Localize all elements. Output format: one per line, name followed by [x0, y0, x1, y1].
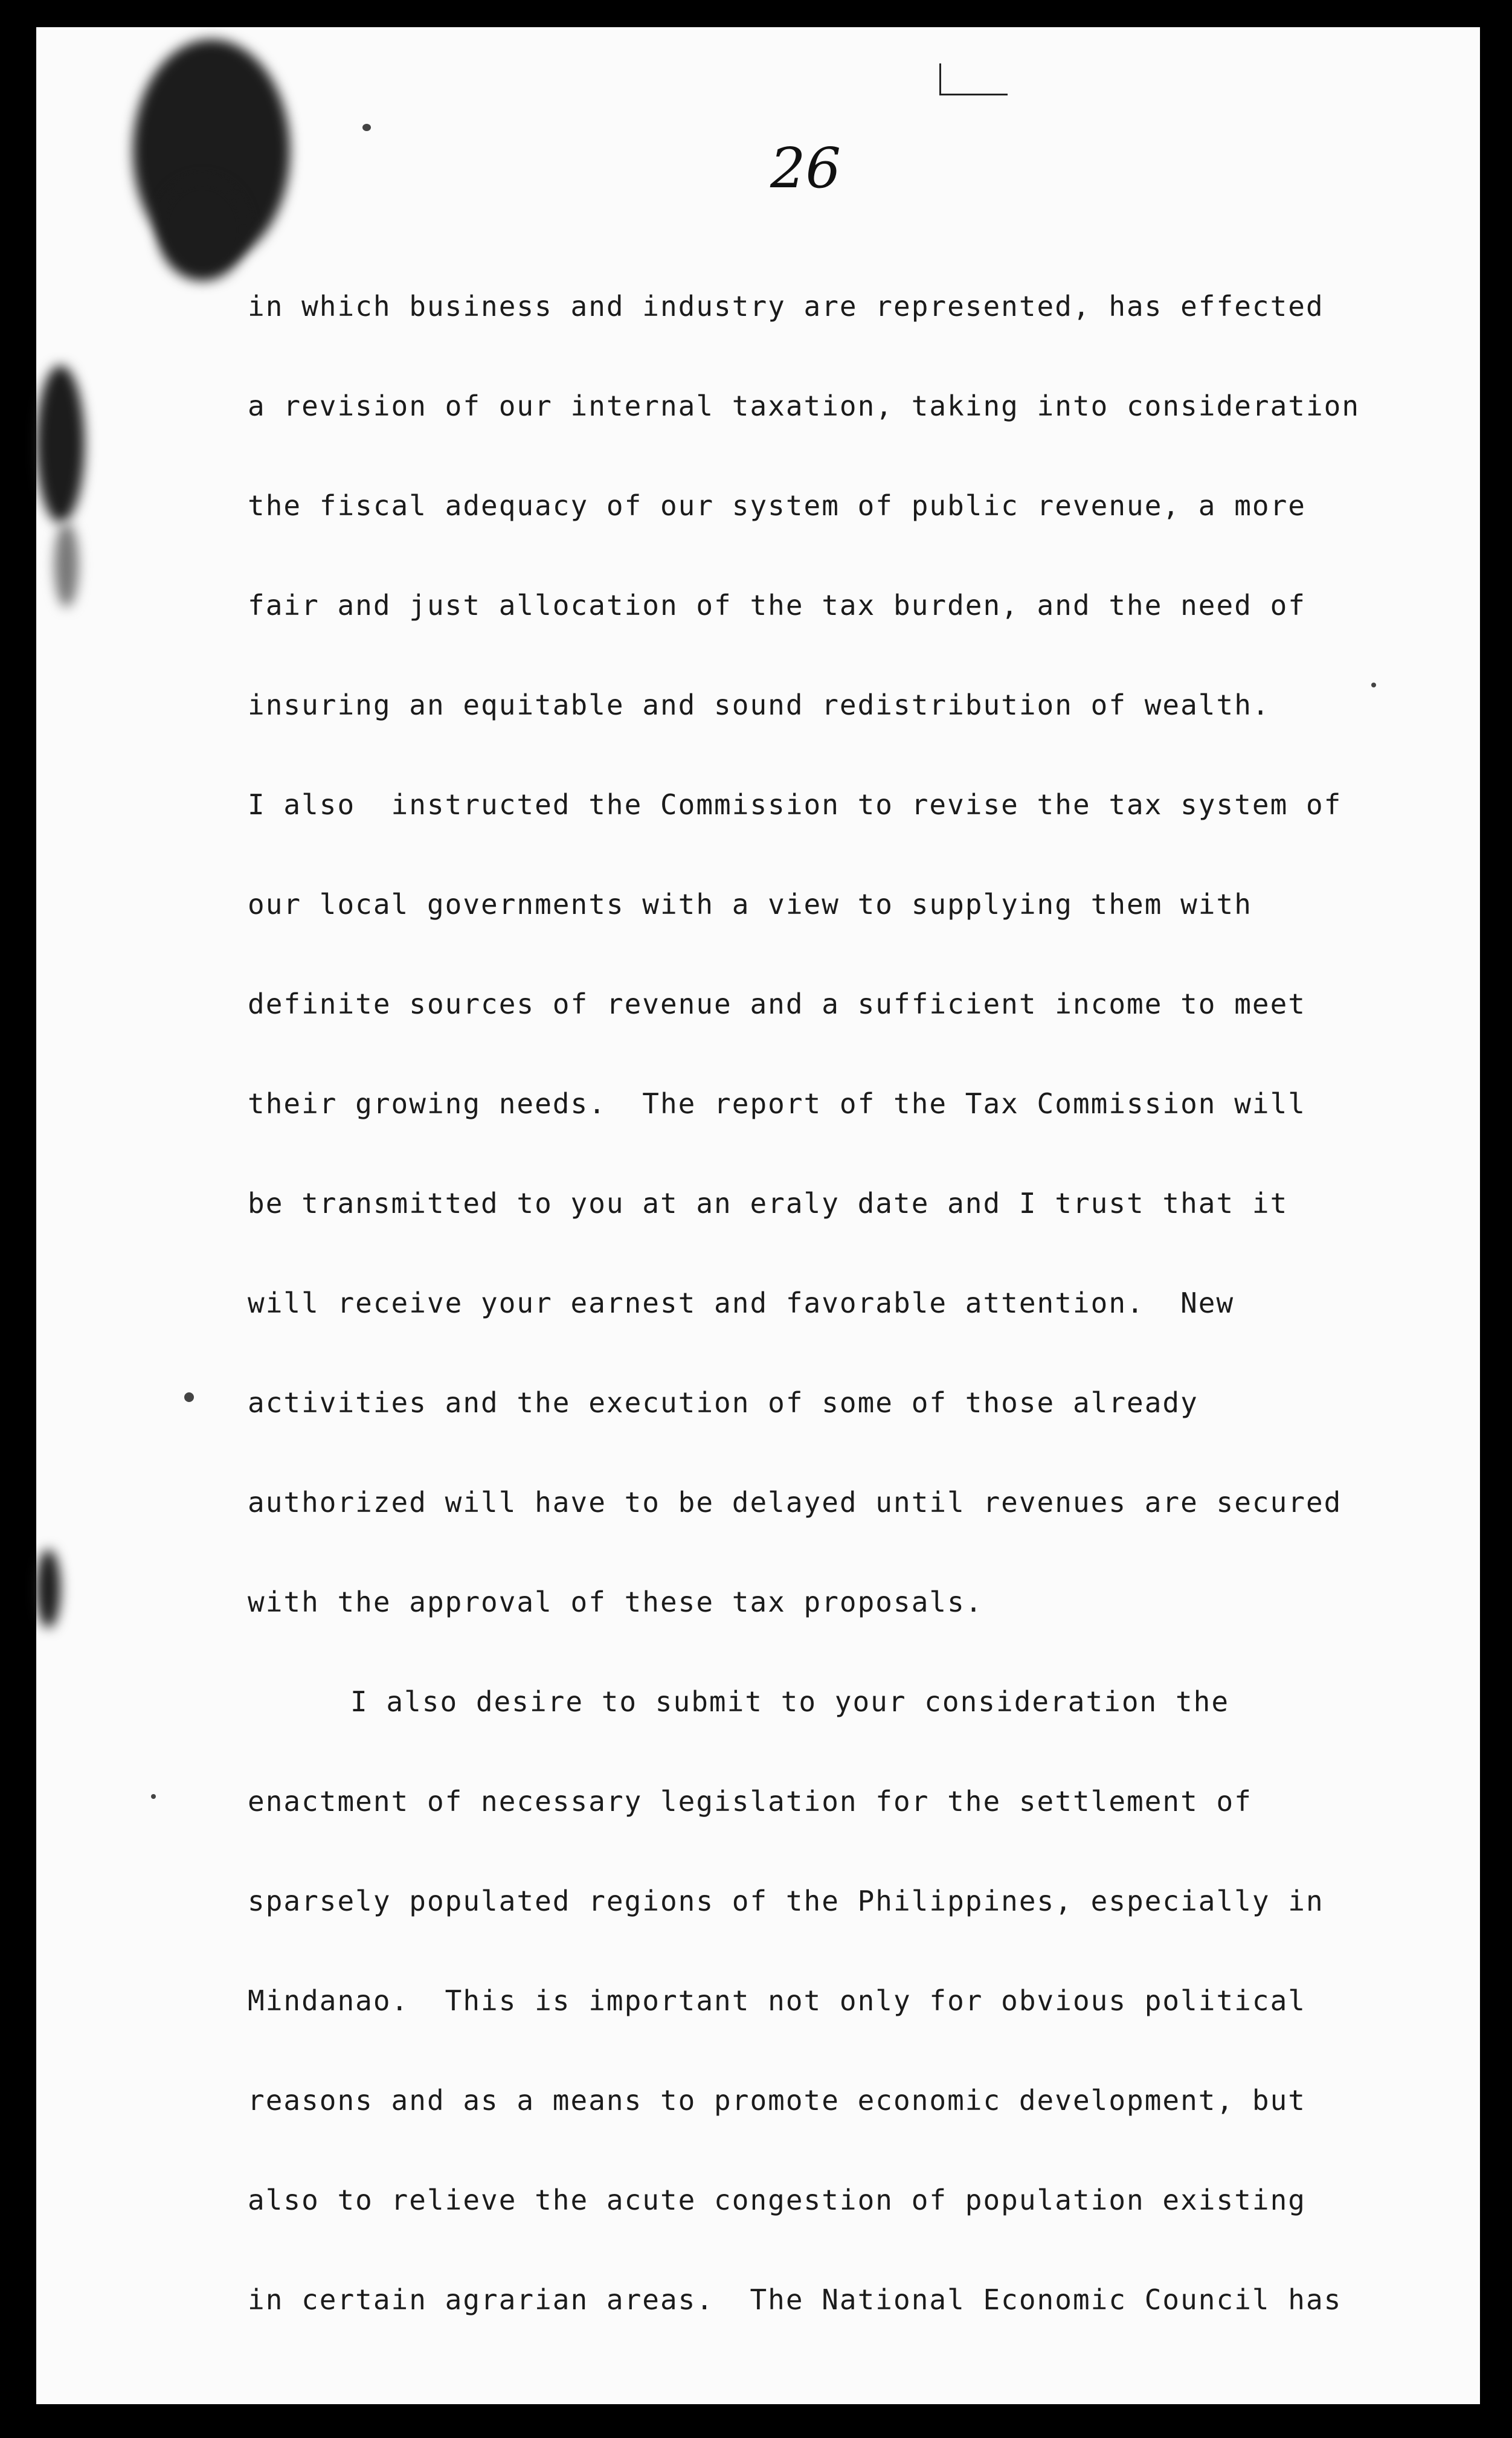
text-line: our local governments with a view to supplying them with: [248, 888, 1252, 921]
ink-smudge: [36, 1549, 60, 1628]
text-line: also to relieve the acute congestion of population existing: [248, 2184, 1306, 2216]
text-line: insuring an equitable and sound redistribution of wealth.: [248, 689, 1270, 721]
text-line: be transmitted to you at an eraly date and I trust that it: [248, 1187, 1288, 1220]
page-number: 26: [770, 136, 841, 201]
text-line: in which business and industry are represented, has effected: [248, 290, 1324, 323]
text-line: I also desire to submit to your consideration the: [350, 1685, 1230, 1718]
text-line: enactment of necessary legislation for the settlement of: [248, 1785, 1252, 1818]
ink-smudge: [157, 178, 248, 281]
text-line: a revision of our internal taxation, taking into consideration: [248, 390, 1360, 422]
text-line: activities and the execution of some of those already: [248, 1386, 1198, 1419]
ink-smudge: [36, 365, 85, 523]
speck: [362, 124, 371, 131]
text-line: Mindanao. This is important not only for obvious political: [248, 1984, 1306, 2017]
speck: [151, 1794, 156, 1799]
text-line: in certain agrarian areas. The National Economic Council has: [248, 2283, 1342, 2316]
text-line: fair and just allocation of the tax burden, and the need of: [248, 589, 1306, 622]
text-line: sparsely populated regions of the Philippines, especially in: [248, 1885, 1324, 1917]
corner-mark: [939, 63, 1008, 95]
text-line: reasons and as a means to promote economic development, but: [248, 2084, 1306, 2117]
text-line: their growing needs. The report of the Tax Commission will: [248, 1087, 1306, 1120]
text-line: authorized will have to be delayed until revenues are secured: [248, 1486, 1342, 1519]
text-line: the fiscal adequacy of our system of public revenue, a more: [248, 489, 1306, 522]
text-line: with the approval of these tax proposals.: [248, 1586, 983, 1618]
speck: [184, 1392, 194, 1402]
text-line: will receive your earnest and favorable attention. New: [248, 1287, 1235, 1319]
body-text: [248, 257, 1395, 2350]
ink-smudge: [54, 523, 79, 607]
text-line: I also instructed the Commission to revise the tax system of: [248, 788, 1342, 821]
text-line: definite sources of revenue and a sufficient income to meet: [248, 988, 1306, 1020]
